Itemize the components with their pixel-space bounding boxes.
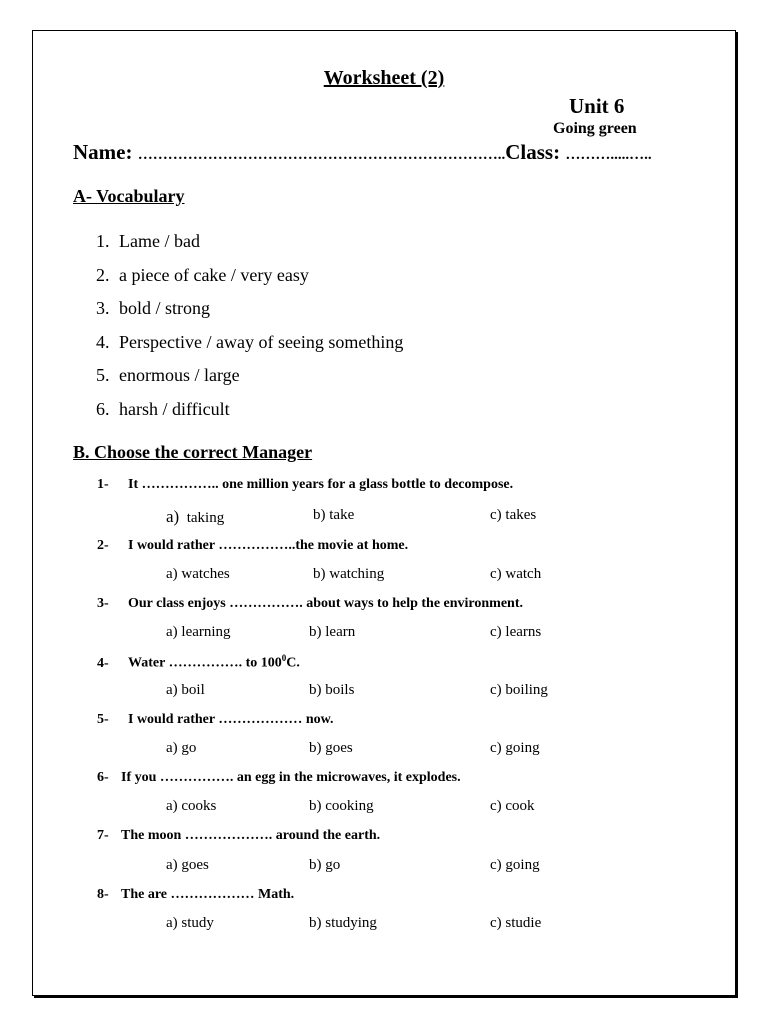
option-a: a) taking <box>166 507 225 526</box>
vocabulary-item <box>96 329 403 363</box>
option-a: a) cooks <box>166 798 217 814</box>
option-a-text: taking <box>186 510 225 526</box>
name-class-row <box>73 140 652 165</box>
vocabulary-item <box>96 295 403 329</box>
item-text: enormous / large <box>119 365 240 386</box>
option-b: b) goes <box>309 740 353 756</box>
class-blank: ……….....….. <box>565 147 652 163</box>
option-b: b) watching <box>313 566 385 582</box>
question-text: The are ……………… Math. <box>121 887 295 902</box>
worksheet-title: Worksheet (2) <box>323 67 445 89</box>
option-c: c) takes <box>490 507 537 523</box>
section-b-heading: B. Choose the correct Manager <box>73 442 313 462</box>
item-number: 4. <box>96 331 110 352</box>
option-a: a) boil <box>166 682 205 698</box>
vocabulary-item <box>96 362 403 396</box>
question-number: 6- <box>97 770 109 785</box>
unit-label: Unit 6 <box>569 94 625 118</box>
page-border <box>32 30 736 996</box>
question-number: 7- <box>97 828 109 843</box>
option-c: c) studie <box>490 915 542 931</box>
option-c: c) watch <box>490 566 542 582</box>
item-text: harsh / difficult <box>119 398 230 419</box>
degree-superscript: 0 <box>281 653 287 663</box>
question-7 <box>97 828 380 844</box>
item-text: bold / strong <box>119 298 211 319</box>
option-b: b) cooking <box>309 798 374 814</box>
question-text: It …………….. one million years for a glass bottle to decompose. <box>128 477 514 492</box>
item-text: Lame / bad <box>119 231 200 251</box>
class-label: Class: <box>505 140 561 164</box>
option-b: b) boils <box>309 682 355 698</box>
option-a: a) learning <box>166 624 231 640</box>
vocabulary-item <box>96 228 403 262</box>
vocabulary-list <box>96 228 403 430</box>
question-text: Our class enjoys ……………. about ways to help the environment. <box>128 596 524 611</box>
question-4 <box>97 653 300 672</box>
option-b: b) learn <box>309 624 356 640</box>
question-6 <box>97 770 461 786</box>
vocabulary-item <box>96 396 403 430</box>
item-number: 1. <box>96 231 110 251</box>
question-text: If you ……………. an egg in the microwaves, it explodes. <box>121 770 461 785</box>
vocabulary-item <box>96 262 403 296</box>
question-5 <box>97 712 333 728</box>
item-text: Perspective / away of seeing something <box>119 331 404 352</box>
item-number: 3. <box>96 298 110 319</box>
item-text: a piece of cake / very easy <box>119 264 309 285</box>
name-label: Name: <box>73 140 133 164</box>
option-b: b) take <box>313 507 355 523</box>
question-text: The moon ………………. around the earth. <box>121 828 381 843</box>
item-number: 6. <box>96 398 110 419</box>
question-text-end: C. <box>286 655 300 671</box>
question-number: 3- <box>97 596 109 611</box>
question-1 <box>97 477 513 493</box>
name-blank: ……………………………………………………………….. <box>137 147 506 163</box>
option-c: c) going <box>490 740 540 756</box>
item-number: 2. <box>96 264 110 285</box>
question-number: 8- <box>97 887 109 902</box>
unit-subtitle: Going green <box>553 120 637 137</box>
option-a: a) goes <box>166 857 209 873</box>
item-number: 5. <box>96 365 110 386</box>
question-text: Water ……………. to 100 <box>128 655 282 671</box>
option-c: c) going <box>490 857 540 873</box>
option-a: a) go <box>166 740 197 756</box>
question-number: 5- <box>97 712 109 727</box>
option-c: c) cook <box>490 798 535 814</box>
option-b: b) studying <box>309 915 377 931</box>
option-a: a) study <box>166 915 214 931</box>
question-text: I would rather ……………..the movie at home. <box>128 538 409 553</box>
question-2 <box>97 538 408 554</box>
option-a: a) watches <box>166 566 230 582</box>
question-number: 2- <box>97 538 109 553</box>
question-number: 1- <box>97 477 109 492</box>
section-a-heading: A- Vocabulary <box>73 186 185 206</box>
option-c: c) learns <box>490 624 542 640</box>
question-3 <box>97 596 523 612</box>
option-b: b) go <box>309 857 341 873</box>
question-number: 4- <box>97 655 109 671</box>
question-8 <box>97 887 294 903</box>
option-c: c) boiling <box>490 682 548 698</box>
question-text: I would rather ……………… now. <box>128 712 334 727</box>
